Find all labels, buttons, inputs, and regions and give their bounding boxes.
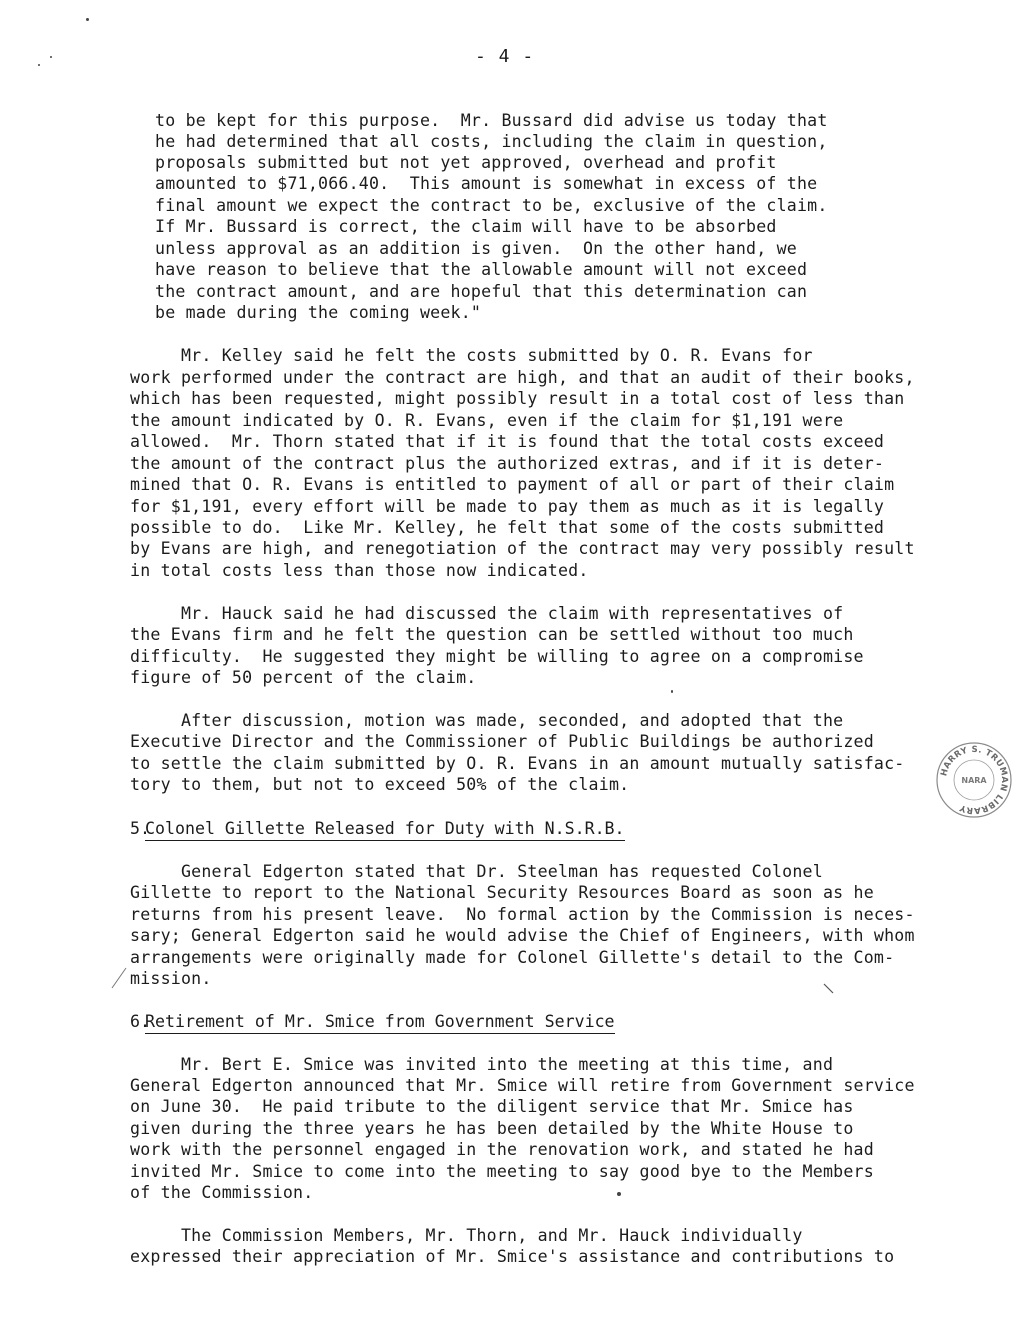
text-line: the contract amount, and are hopeful that this determination can [155,282,808,301]
text-line: possible to do. Like Mr. Kelley, he felt that some of the costs submitted [130,518,885,537]
text-line: amounted to $71,066.40. This amount is somewhat in excess of the [155,174,818,193]
text-line: Mr. Kelley said he felt the costs submitted by O. R. Evans for [130,346,813,365]
scan-mark [108,966,128,990]
text-line: of the Commission. [130,1183,314,1202]
text-line: work performed under the contract are high, and that an audit of their books, [130,368,915,387]
scan-speck [671,690,673,693]
text-line: mission. [130,969,212,988]
section-6-number: 6. [130,1012,150,1031]
text-line: expressed their appreciation of Mr. Smice's assistance and contributions to [130,1247,895,1266]
scan-speck [38,64,40,66]
page-number: - 4 - [475,46,535,67]
text-line: The Commission Members, Mr. Thorn, and Mr. Hauck individually [130,1226,803,1245]
text-line: to be kept for this purpose. Mr. Bussard did advise us today that [155,111,828,130]
text-line: allowed. Mr. Thorn stated that if it is found that the total costs exceed [130,432,885,451]
text-line: If Mr. Bussard is correct, the claim will have to be absorbed [155,217,777,236]
text-line: tory to them, but not to exceed 50% of the claim. [130,775,630,794]
text-line: he had determined that all costs, including the claim in question, [155,132,828,151]
library-stamp [934,740,1014,820]
text-line: proposals submitted but not yet approved, overhead and profit [155,153,777,172]
section-6-title: Retirement of Mr. Smice from Government Service [145,1012,615,1034]
text-line: be made during the coming week." [155,303,482,322]
text-line: Mr. Bert E. Smice was invited into the meeting at this time, and [130,1055,834,1074]
text-line: difficulty. He suggested they might be willing to agree on a compromise [130,647,864,666]
text-line: arrangements were originally made for Colonel Gillette's detail to the Com- [130,948,895,967]
text-line: final amount we expect the contract to be, exclusive of the claim. [155,196,828,215]
text-line: the Evans firm and he felt the question can be settled without too much [130,625,854,644]
text-line: mined that O. R. Evans is entitled to payment of all or part of their claim [130,475,895,494]
text-line: figure of 50 percent of the claim. [130,668,477,687]
text-line: General Edgerton stated that Dr. Steelman has requested Colonel [130,862,823,881]
text-line: returns from his present leave. No formal action by the Commission is neces- [130,905,915,924]
stamp-ring-text: HARRY S. TRUMAN LIBRARY [939,744,1010,816]
text-line: on June 30. He paid tribute to the diligent service that Mr. Smice has [130,1097,854,1116]
section-5-title: Colonel Gillette Released for Duty with N.S.R.B. [145,819,625,841]
text-line: to settle the claim submitted by O. R. Evans in an amount mutually satisfac- [130,754,905,773]
section-5-number: 5. [130,819,150,838]
text-line: Gillette to report to the National Security Resources Board as soon as he [130,883,874,902]
scan-speck [617,1192,621,1196]
text-line: the amount of the contract plus the authorized extras, and if it is deter- [130,454,885,473]
scan-speck [50,56,52,58]
text-line: Mr. Hauck said he had discussed the claim with representatives of [130,604,844,623]
text-line: by Evans are high, and renegotiation of the contract may very possibly result [130,539,915,558]
text-line: unless approval as an addition is given. On the other hand, we [155,239,797,258]
text-line: work with the personnel engaged in the renovation work, and stated he had [130,1140,874,1159]
text-line: the amount indicated by O. R. Evans, even if the claim for $1,191 were [130,411,844,430]
text-line: After discussion, motion was made, seconded, and adopted that the [130,711,844,730]
scan-speck [86,18,89,21]
text-line: have reason to believe that the allowable amount will not exceed [155,260,808,279]
text-line: which has been requested, might possibly result in a total cost of less than [130,389,905,408]
text-line: Executive Director and the Commissioner of Public Buildings be authorized [130,732,874,751]
scan-mark [822,980,838,996]
text-line: invited Mr. Smice to come into the meeting to say good bye to the Members [130,1162,874,1181]
text-line: for $1,191, every effort will be made to pay them as much as it is legally [130,497,885,516]
text-line: General Edgerton announced that Mr. Smice will retire from Government service [130,1076,915,1095]
text-line: in total costs less than those now indicated. [130,561,589,580]
text-line: given during the three years he has been detailed by the White House to [130,1119,854,1138]
text-line: sary; General Edgerton said he would advise the Chief of Engineers, with whom [130,926,915,945]
stamp-center-text: NARA [961,776,987,785]
